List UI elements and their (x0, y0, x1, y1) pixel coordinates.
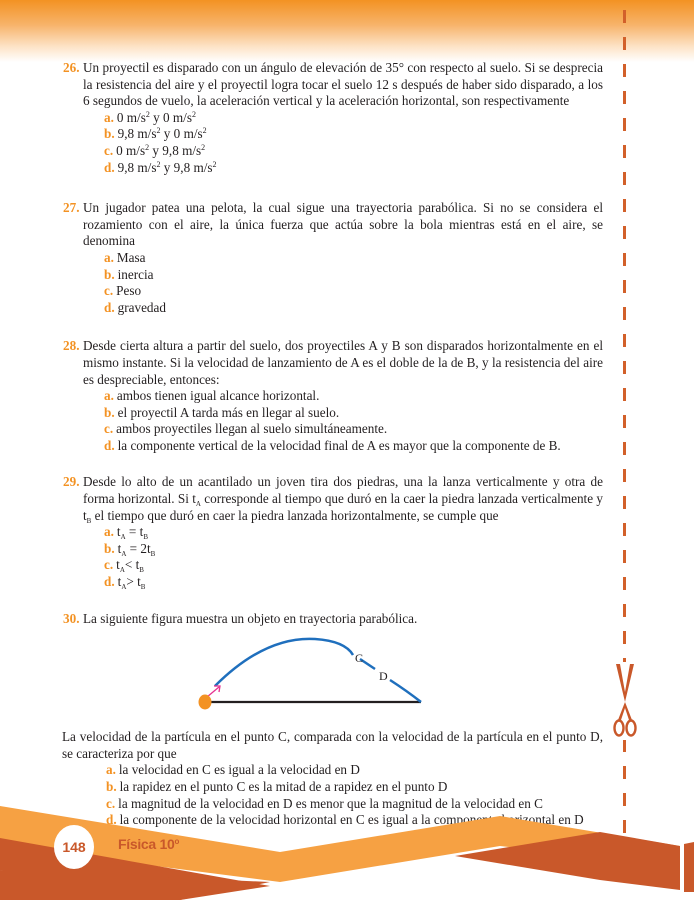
option-b[interactable]: b. la rapidez en el punto C es la mitad de a rapidez en el punto D (106, 779, 448, 794)
point-d-label: D (379, 669, 388, 684)
scissors-icon (612, 662, 638, 740)
question-number: 29. (63, 474, 80, 490)
option-d[interactable]: d. 9,8 $m/s^2$ y 9,8 $m/s^2$ (104, 159, 217, 175)
option-a[interactable]: a. $t_A = t_B$ (104, 524, 148, 542)
point-c-label: C (355, 651, 364, 666)
parabolic-trajectory-figure (63, 631, 603, 731)
question-28 (63, 338, 603, 454)
question-number: 30. (63, 610, 80, 626)
option-d[interactable]: d. $t_A> t_B$ (104, 574, 146, 592)
option-c[interactable]: c. Peso (104, 283, 142, 299)
book-title: Física 10$^o$ (118, 836, 180, 852)
header-gradient-band (0, 0, 694, 62)
question-text: Desde cierta altura a partir del suelo, dos proyectiles A y B son disparados horizontalmente en el mismo instante. Si la velocidad de lanzamiento de A es el doble de la de B, y la resistencia del aire es despreciable, entonces: (83, 338, 603, 387)
option-c[interactable]: c. 0 $m/s^2$ y 9,8 $m/s^2$ (104, 142, 206, 158)
option-d[interactable]: d. la componente de la velocidad horizontal en C es igual a la componente horizontal en D (106, 812, 584, 828)
question-text: Desde lo alto de un acantilado un joven tira dos piedras, una la lanza verticalmente y otra de forma horizontal. Si $t_A$ corresponde al tiempo que duró en la caer la piedra lanzada verticalmente y $t_B$ el tiempo que duró en caer la piedra lanzada horizontalmente, se cumple que (83, 474, 603, 525)
option-b[interactable]: b. el proyectil A tarda más en llegar al suelo. (104, 404, 340, 420)
question-29 (63, 474, 603, 590)
option-c[interactable]: c. ambos proyectiles llegan al suelo simultáneamente. (104, 421, 388, 437)
option-a[interactable]: a. 0 $m/s^2$ y 0 $m/s^2$ (104, 109, 196, 125)
page-number-badge: 148 (54, 825, 94, 869)
question-number: 28. (63, 338, 80, 354)
option-d[interactable]: d. la componente vertical de la velocidad final de A es mayor que la componente de B. (104, 437, 561, 453)
option-b[interactable]: b. inercia (104, 266, 154, 282)
question-30-prompt: La velocidad de la partícula en el punto C, comparada con la velocidad de la partícula en el punto D, se caracteriza por que (62, 729, 603, 761)
option-c[interactable]: c. $t_A< t_B$ (104, 557, 144, 575)
option-a[interactable]: a. Masa (104, 249, 146, 265)
questions-content (63, 60, 603, 845)
option-b[interactable]: b. 9,8 $m/s^2$ y 0 $m/s^2$ (104, 126, 207, 142)
question-text: Un proyectil es disparado con un ángulo de elevación de 35° con respecto al suelo. Si se desprecia la resistencia del aire y el proyectil logra tocar el suelo 12 s después de haber sido disparado, a los 6 segundos de vuelo, la aceleración vertical y la aceleración horizontal, son respectivamente (83, 60, 603, 109)
footer-ribbon (0, 790, 694, 900)
option-a[interactable]: a. la velocidad en C es igual a la velocidad en D (106, 762, 360, 778)
question-number: 27. (63, 200, 80, 216)
question-26 (63, 60, 603, 176)
option-d[interactable]: d. gravedad (104, 299, 166, 315)
question-text: Un jugador patea una pelota, la cual sigue una trayectoria parabólica. Si no se considera el rozamiento con el aire, la única fuerza que actúa sobre la bola mientras está en el aire, se denomina (83, 200, 603, 249)
question-number: 26. (63, 60, 80, 75)
option-a[interactable]: a. ambos tienen igual alcance horizontal. (104, 388, 320, 404)
question-27 (63, 200, 603, 316)
question-text: La siguiente figura muestra un objeto en trayectoria parabólica. (83, 610, 418, 626)
option-c[interactable]: c. la magnitud de la velocidad en D es menor que la magnitud de la velocidad en C (106, 795, 543, 811)
option-b[interactable]: b. $t_A = 2t_B$ (104, 540, 156, 558)
